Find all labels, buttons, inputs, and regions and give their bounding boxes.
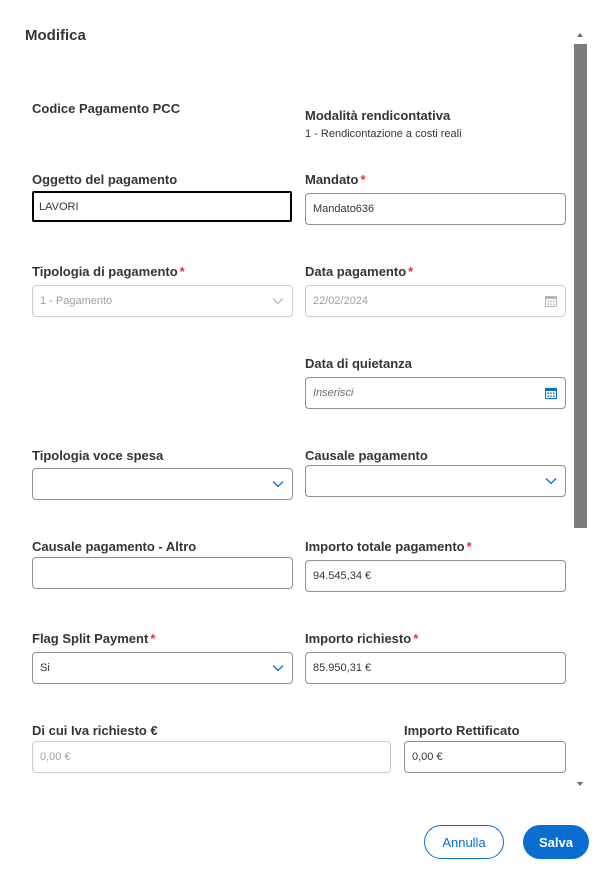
causale-pagamento-label: Causale pagamento: [305, 448, 428, 463]
chevron-down-icon: [272, 662, 284, 674]
vertical-scrollbar[interactable]: [574, 32, 588, 792]
tipologia-pagamento-select[interactable]: [32, 285, 293, 317]
required-marker: *: [408, 264, 414, 279]
mandato-input[interactable]: [305, 193, 566, 225]
tipologia-voce-spesa-label: Tipologia voce spesa: [32, 448, 164, 463]
importo-rettificato-value: 0,00 €: [412, 751, 443, 763]
scroll-up-arrow-icon[interactable]: [577, 33, 583, 37]
causale-pagamento-select[interactable]: [305, 465, 566, 497]
calendar-icon: [545, 295, 557, 307]
data-pagamento-label: Data pagamento *: [305, 264, 414, 279]
importo-richiesto-input[interactable]: [305, 652, 566, 684]
importo-totale-pagamento-input[interactable]: [305, 560, 566, 592]
tipologia-pagamento-label: Tipologia di pagamento *: [32, 264, 185, 279]
iva-richiesto-label: Di cui Iva richiesto €: [32, 723, 158, 738]
causale-pagamento-altro-label: Causale pagamento - Altro: [32, 539, 197, 554]
flag-split-payment-value: Si: [40, 662, 50, 674]
iva-richiesto-input[interactable]: [32, 741, 391, 773]
data-quietanza-placeholder: Inserisci: [313, 387, 354, 399]
chevron-down-icon: [272, 478, 284, 490]
tipologia-voce-spesa-select[interactable]: [32, 468, 293, 500]
required-marker: *: [150, 631, 156, 646]
data-pagamento-value: 22/02/2024: [313, 295, 369, 307]
importo-rettificato-label: Importo Rettificato: [404, 723, 520, 738]
oggetto-pagamento-label: Oggetto del pagamento: [32, 172, 178, 187]
oggetto-pagamento-value: LAVORI: [39, 200, 79, 213]
tipologia-pagamento-value: 1 - Pagamento: [40, 295, 113, 307]
scroll-down-arrow-icon[interactable]: [577, 782, 583, 786]
required-marker: *: [413, 631, 419, 646]
flag-split-payment-select[interactable]: [32, 652, 293, 684]
codice-pagamento-pcc-label: Codice Pagamento PCC: [32, 101, 181, 116]
iva-richiesto-value: 0,00 €: [40, 751, 71, 763]
causale-pagamento-altro-input[interactable]: [32, 557, 293, 589]
mandato-value: Mandato636: [313, 203, 375, 215]
importo-totale-pagamento-label: Importo totale pagamento *: [305, 539, 472, 554]
flag-split-payment-label: Flag Split Payment *: [32, 631, 156, 646]
save-button[interactable]: Salva: [523, 825, 589, 859]
data-quietanza-input[interactable]: [305, 377, 566, 409]
required-marker: *: [466, 539, 472, 554]
data-pagamento-input[interactable]: [305, 285, 566, 317]
modalita-rendicontativa-value: 1 - Rendicontazione a costi reali: [305, 128, 462, 140]
mandato-label: Mandato *: [305, 172, 366, 187]
required-marker: *: [360, 172, 366, 187]
data-quietanza-label: Data di quietanza: [305, 356, 412, 371]
calendar-icon[interactable]: [545, 387, 557, 399]
modalita-rendicontativa-label: Modalità rendicontativa: [305, 108, 451, 123]
scrollbar-thumb[interactable]: [574, 44, 587, 528]
required-marker: *: [179, 264, 185, 279]
oggetto-pagamento-input[interactable]: [32, 191, 292, 222]
importo-richiesto-label: Importo richiesto *: [305, 631, 419, 646]
chevron-down-icon: [545, 475, 557, 487]
importo-rettificato-input[interactable]: [404, 741, 566, 773]
dialog-title: Modifica: [25, 27, 86, 44]
importo-totale-pagamento-value: 94.545,34 €: [313, 570, 372, 582]
importo-richiesto-value: 85.950,31 €: [313, 662, 372, 674]
chevron-down-icon: [272, 295, 284, 307]
cancel-button[interactable]: Annulla: [424, 825, 504, 859]
